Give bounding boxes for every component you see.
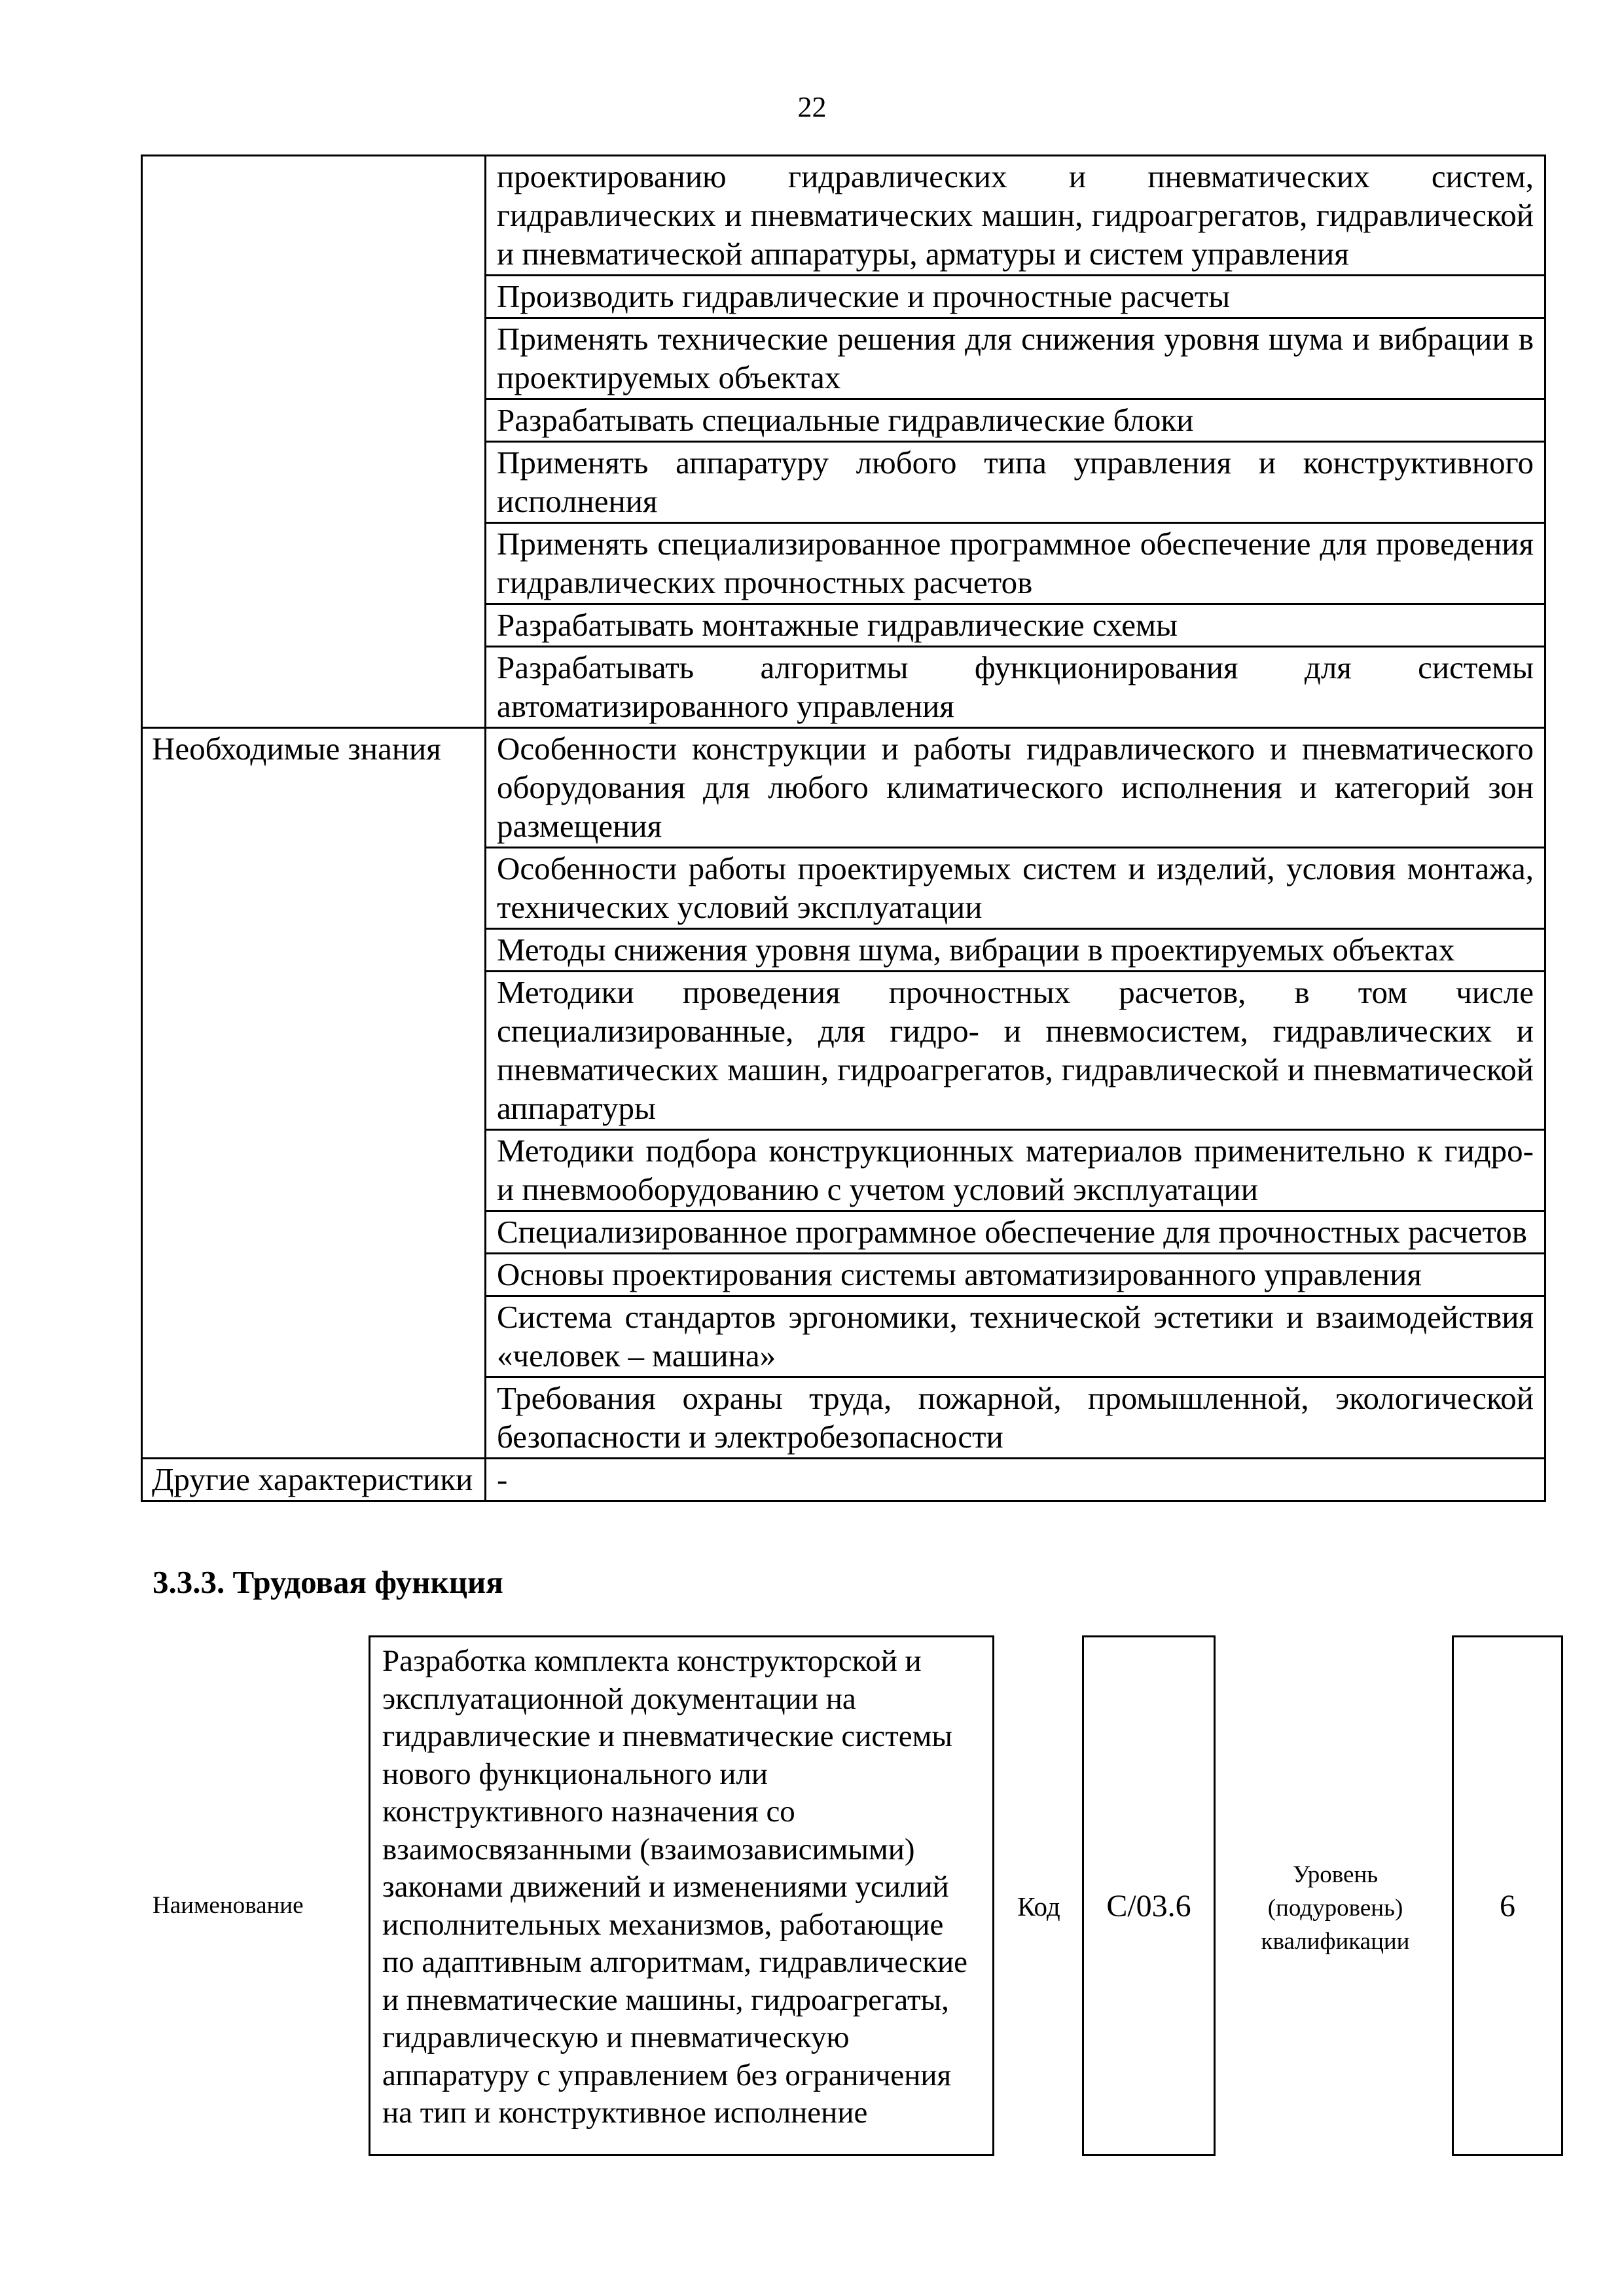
skill-item: Производить гидравлические и прочностные расчеты <box>486 276 1545 318</box>
skills-knowledge-table <box>141 155 1546 1502</box>
page-number: 22 <box>797 91 827 123</box>
knowledge-item: Методы снижения уровня шума, вибрации в проектируемых объектах <box>486 929 1545 972</box>
skill-item: Разрабатывать специальные гидравлические блоки <box>486 399 1545 442</box>
level-label-line: квалификации <box>1261 1928 1410 1955</box>
row-label-other: Другие характеристики <box>142 1459 486 1501</box>
table-row <box>142 728 1545 848</box>
level-label-line: (подуровень) <box>1267 1895 1403 1922</box>
skill-item: Применять аппаратуру любого типа управления и конструктивного исполнения <box>486 442 1545 523</box>
table-row <box>142 156 1545 276</box>
knowledge-item: Методики подбора конструкционных материалов применительно к гидро- и пневмооборудованию с учетом условий эксплуатации <box>486 1130 1545 1211</box>
skill-item: Применять специализированное программное обеспечение для проведения гидравлических прочностных расчетов <box>486 523 1545 604</box>
knowledge-item: Особенности работы проектируемых систем и изделий, условия монтажа, технических условий эксплуатации <box>486 848 1545 929</box>
knowledge-item: Система стандартов эргономики, технической эстетики и взаимодействия «человек – машина» <box>486 1296 1545 1377</box>
level-label-line: Уровень <box>1292 1861 1379 1888</box>
knowledge-item: Особенности конструкции и работы гидравлического и пневматического оборудования для любого климатического исполнения и категорий зон размещения <box>486 728 1545 848</box>
knowledge-item: Требования охраны труда, пожарной, промышленной, экологической безопасности и электробезопасности <box>486 1377 1545 1459</box>
skill-item: Применять технические решения для снижения уровня шума и вибрации в проектируемых объектах <box>486 318 1545 399</box>
knowledge-item: Методики проведения прочностных расчетов, в том числе специализированные, для гидро- и пневмосистем, гидравлических и пневматических машин, гидроагрегатов, гидравлической и пневматической аппаратуры <box>486 972 1545 1130</box>
row-label-cell <box>142 156 486 728</box>
qualification-level-value: 6 <box>1500 1889 1515 1923</box>
name-label: Наименование <box>153 1892 304 1919</box>
skill-item: Разрабатывать алгоритмы функционирования для системы автоматизированного управления <box>486 647 1545 728</box>
knowledge-item: Специализированное программное обеспечение для прочностных расчетов <box>486 1211 1545 1254</box>
table-row <box>142 1459 1545 1501</box>
code-value: C/03.6 <box>1106 1889 1191 1923</box>
section-title: 3.3.3. Трудовая функция <box>153 1564 503 1600</box>
skill-item: проектированию гидравлических и пневматических систем, гидравлических и пневматических машин, гидроагрегатов, гидравлической и пневматической аппаратуры, арматуры и систем управления <box>486 156 1545 276</box>
code-label: Код <box>1017 1891 1060 1922</box>
other-characteristics-value: - <box>486 1459 1545 1501</box>
qualification-level-label <box>1231 1858 1440 1958</box>
function-name-box: Разработка комплекта конструкторской и эксплуатационной документации на гидравлические и пневматические системы нового функционального или конструктивного назначения со взаимосвязанными (взаимозависимыми) законами движений и изменениями усилий исполнительных механизмов, работающие по адаптивным алгоритмам, гидравлические и пневматические машины, гидроагрегаты, гидравлическую и пневматическую аппаратуру с управлением без ограничения на тип и конструктивное исполнение <box>369 1635 994 2156</box>
row-label-knowledge: Необходимые знания <box>142 728 486 1459</box>
knowledge-item: Основы проектирования системы автоматизированного управления <box>486 1254 1545 1296</box>
skill-item: Разрабатывать монтажные гидравлические схемы <box>486 604 1545 647</box>
